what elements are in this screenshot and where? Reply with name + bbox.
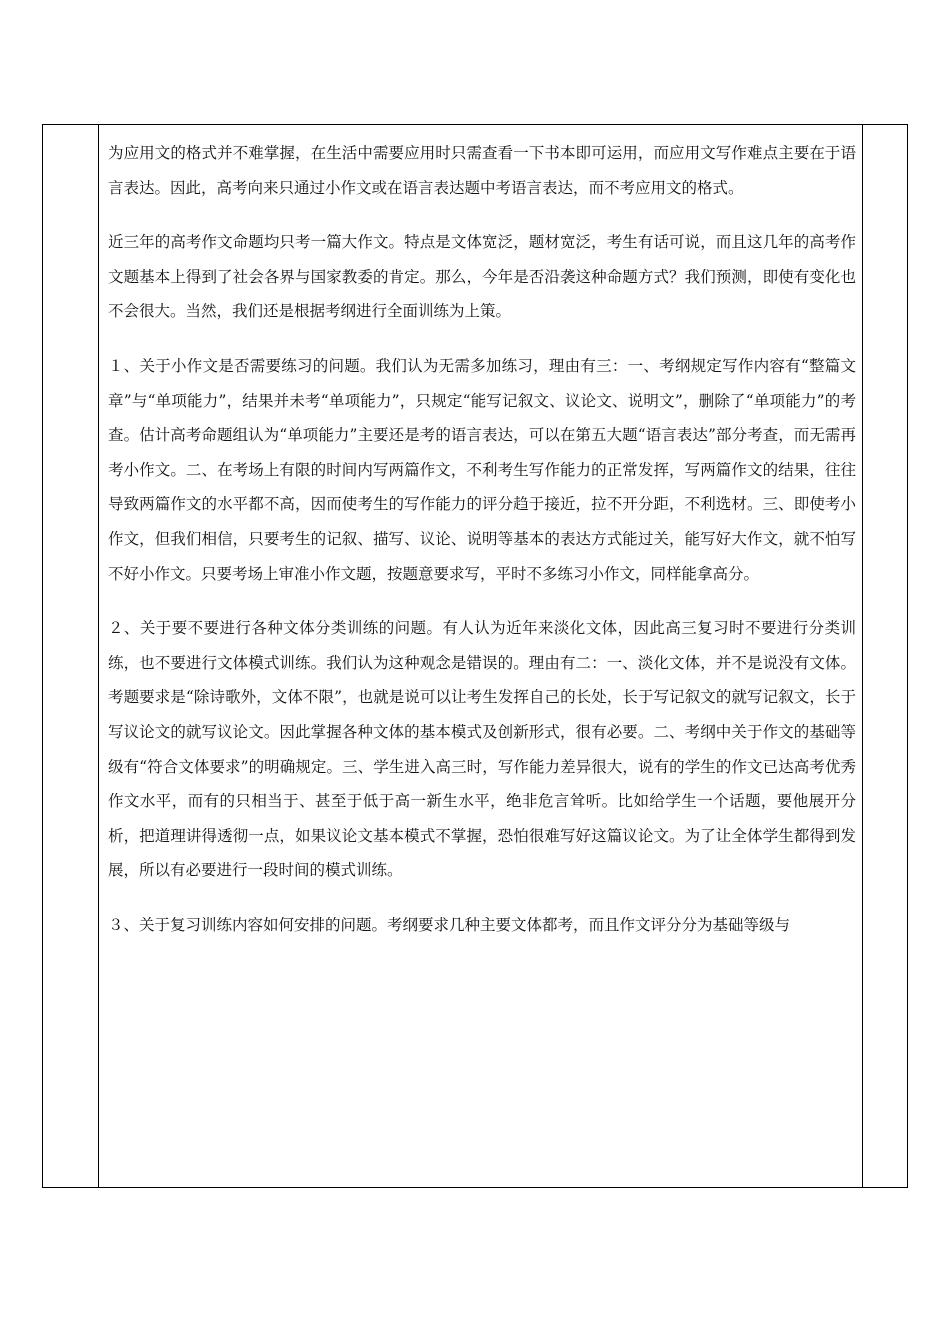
paragraph-exam-trend: 近三年的高考作文命题均只考一篇大作文。特点是文体宽泛，题材宽泛，考生有话可说，而且这几年的高考作文题基本上得到了社会各界与国家教委的肯定。那么，今年是否沿袭这种命题方式？我们预测，即使有变化也不会很大。当然，我们还是根据考纲进行全面训练为上策。 [108,233,856,321]
table-column-divider-left [98,124,99,1188]
document-body [108,136,856,942]
table-column-divider-right [862,124,863,1188]
paragraph-applied-writing: 为应用文的格式并不难掌握，在生活中需要应用时只需查看一下书本即可运用，而应用文写作难点主要在于语言表达。因此，高考向来只通过小作文或在语言表达题中考语言表达，而不考应用文的格式。 [108,144,856,197]
paragraph-short-essay: １、关于小作文是否需要练习的问题。我们认为无需多加练习，理由有三：一、考纲规定写作内容有“整篇文章”与“单项能力”，结果并未考“单项能力”，只规定“能写记叙文、议论文、说明文”，删除了“单项能力”的考查。估计高考命题组认为“单项能力”主要还是考的语言表达，可以在第五大题“语言表达”部分考查，而无需再考小作文。二、在考场上有限的时间内写两篇作文，不利考生写作能力的正常发挥，写两篇作文的结果，往往导致两篇作文的水平都不高，因而使考生的写作能力的评分趋于接近，拉不开分距，不利选材。三、即使考小作文，但我们相信，只要考生的记叙、描写、议论、说明等基本的表达方式能过关，能写好大作文，就不怕写不好小作文。只要考场上审准小作文题，按题意要求写，平时不多练习小作文，同样能拿高分。 [108,356,856,583]
paragraph-review-arrangement: ３、关于复习训练内容如何安排的问题。考纲要求几种主要文体都考，而且作文评分分为基础等级与 [108,915,791,934]
paragraph-genre-training: ２、关于要不要进行各种文体分类训练的问题。有人认为近年来淡化文体，因此高三复习时不要进行分类训练，也不要进行文体模式训练。我们认为这种观念是错误的。理由有二：一、淡化文体，并不是说没有文体。考题要求是“除诗歌外，文体不限”，也就是说可以让考生发挥自己的长处，长于写记叙文的就写记叙文，长于写议论文的就写议论文。因此掌握各种文体的基本模式及创新形式，很有必要。二、考纲中关于作文的基础等级有“符合文体要求”的明确规定。三、学生进入高三时，写作能力差异很大，说有的学生的作文已达高考优秀作文水平，而有的只相当于、甚至于低于高一新生水平，绝非危言耸听。比如给学生一个话题，要他展开分析，把道理讲得透彻一点，如果议论文基本模式不掌握，恐怕很难写好这篇议论文。为了让全体学生都得到发展，所以有必要进行一段时间的模式训练。 [108,619,856,880]
